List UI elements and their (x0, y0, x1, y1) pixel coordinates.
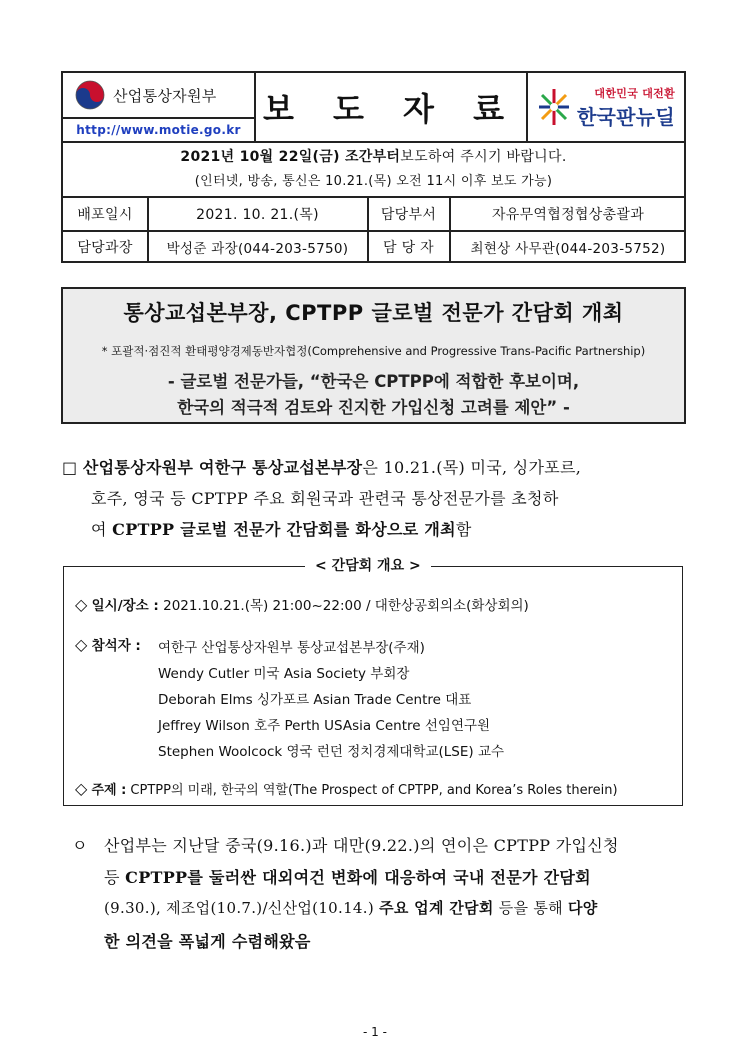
embargo-line-2: (인터넷, 방송, 통신은 10.21.(목) 오전 11시 이후 보도 가능) (194, 173, 553, 189)
summary-topic: ◇ 주제 : CPTPP의 미래, 한국의 역할(The Prospect of CPTPP, and Korea’s Roles therein) (75, 779, 618, 798)
brand-tagline: 대한민국 대전환 (594, 86, 676, 100)
new-deal-star-icon (537, 87, 571, 127)
lead-line-2: 호주, 영국 등 CPTPP 주요 회원국과 관련국 통상전문가를 초청하 (91, 489, 559, 508)
page-title: 보 도 자 료 (262, 90, 519, 128)
headline-footnote: * 포괄적·점진적 환태평양경제동반자협정(Comprehensive and Progressive Trans-Pacific Partnership) (101, 344, 646, 358)
label-department: 담당부서 (380, 206, 437, 223)
page-number: - 1 - (363, 1025, 387, 1039)
attendee-item: Jeffrey Wilson 호주 Perth USAsia Centre 선임연구원 (158, 718, 491, 734)
attendee-item: 여한구 산업통상자원부 통상교섭본부장(주재) (158, 640, 425, 656)
value-distribution-date: 2021. 10. 21.(목) (196, 206, 319, 223)
body-line-4: 한 의견을 폭넓게 수렴해왔음 (104, 932, 311, 951)
ministry-logo (63, 73, 254, 117)
lead-line-3: 여 CPTPP 글로벌 전문가 간담회를 화상으로 개최함 (91, 520, 472, 539)
label-section-chief: 담당과장 (77, 240, 133, 256)
summary-datetime: ◇ 일시/장소 : 2021.10.21.(목) 21:00~22:00 / 대한상공회의소(화상회의) (75, 595, 529, 614)
summary-attendees-label: ◇ 참석자 : (75, 635, 141, 654)
body-line-3: (9.30.), 제조업(10.7.)/신산업(10.14.) 주요 업계 간담회 등을 통해 다양 (104, 899, 598, 917)
value-section-chief: 박성준 과장(044-203-5750) (166, 241, 349, 257)
headline-subtitle-1: - 글로벌 전문가들, “한국은 CPTPP에 적합한 후보이며, (167, 372, 580, 391)
value-contact-person: 최현상 사무관(044-203-5752) (470, 241, 666, 257)
ministry-url[interactable]: http://www.motie.go.kr (76, 122, 241, 137)
attendee-item: Wendy Cutler 미국 Asia Society 부회장 (158, 666, 410, 682)
lead-line-1: □ 산업통상자원부 여한구 통상교섭본부장은 10.21.(목) 미국, 싱가포르, (62, 458, 582, 477)
taegeuk-emblem-icon (75, 80, 105, 110)
attendee-item: Deborah Elms 싱가포르 Asian Trade Centre 대표 (158, 692, 472, 708)
label-contact-person: 담 당 자 (383, 240, 434, 256)
body-line-2: 등 CPTPP를 둘러싼 대외여건 변화에 대응하여 국내 전문가 간담회 (104, 868, 591, 887)
headline-subtitle-2: 한국의 적극적 검토와 진지한 가입신청 고려를 제안” - (177, 398, 570, 417)
value-department: 자유무역협정협상총괄과 (491, 206, 645, 223)
headline-title: 통상교섭본부장, CPTPP 글로벌 전문가 간담회 개최 (123, 301, 624, 325)
headline-box (61, 287, 686, 424)
attendee-item: Stephen Woolcock 영국 런던 정치경제대학교(LSE) 교수 (158, 744, 505, 760)
label-distribution-date: 배포일시 (77, 206, 133, 223)
ministry-name: 산업통상자원부 (113, 86, 217, 105)
summary-title: < 간담회 개요 > (305, 555, 431, 575)
embargo-line-1: 2021년 10월 22일(금) 조간부터 보도하여 주시기 바랍니다. (180, 149, 567, 165)
press-release-header (61, 71, 686, 263)
brand-name: 한국판뉴딜 (576, 104, 676, 129)
korean-new-deal-logo (527, 73, 685, 141)
body-bullet: ㅇ (72, 836, 88, 855)
body-line-1: 산업부는 지난달 중국(9.16.)과 대만(9.22.)의 연이은 CPTPP 가입신청 (104, 836, 619, 855)
